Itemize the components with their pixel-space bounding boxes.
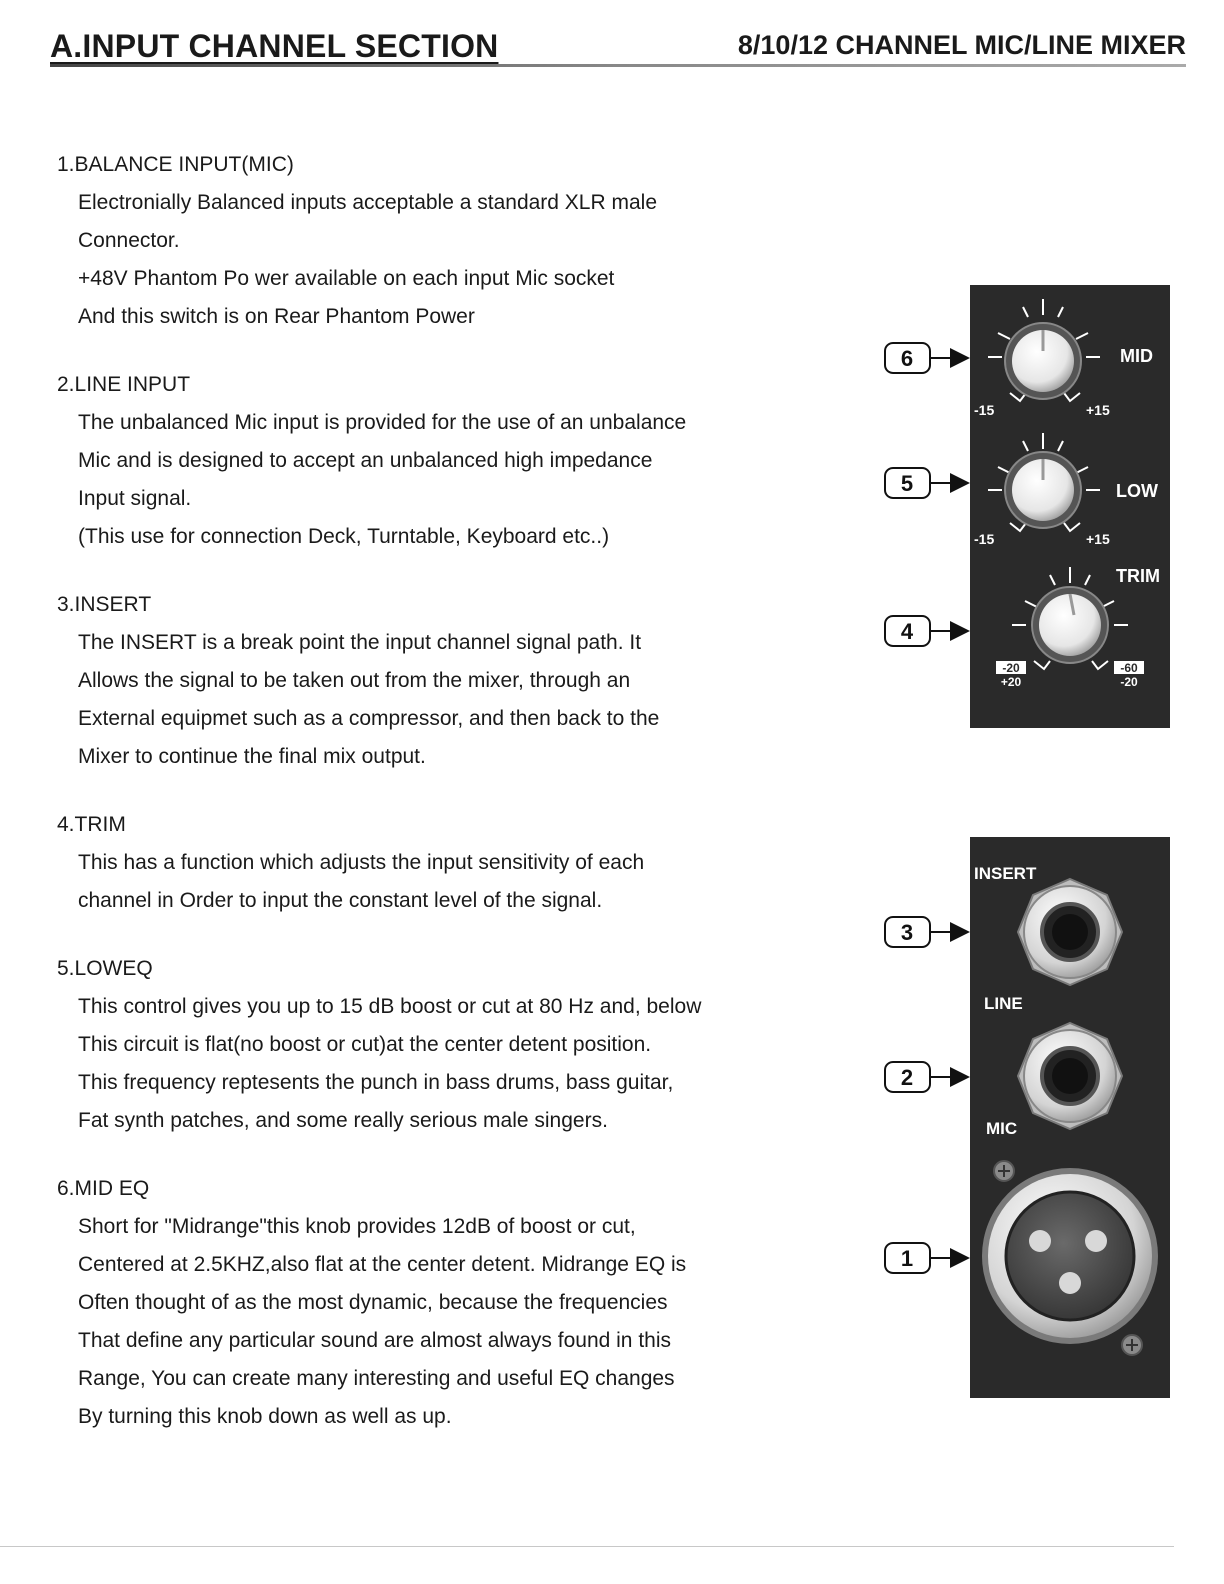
trim-left-top-label: -20 bbox=[1002, 661, 1020, 675]
section-line: By turning this knob down as well as up. bbox=[78, 1405, 452, 1428]
section-line: This has a function which adjusts the input sensitivity of each bbox=[78, 851, 645, 874]
callout-number: 6 bbox=[900, 346, 914, 371]
section-title: 1.BALANCE INPUT(MIC) bbox=[57, 153, 294, 176]
section-line: Short for "Midrange"this knob provides 12dB of boost or cut, bbox=[78, 1215, 636, 1238]
callout-number: 5 bbox=[900, 471, 914, 496]
section-line: Fat synth patches, and some really serious male singers. bbox=[78, 1109, 608, 1132]
trim-right-top-label: -60 bbox=[1120, 661, 1138, 675]
line-label: LINE bbox=[984, 994, 1023, 1013]
callout-1 bbox=[885, 1243, 966, 1273]
trim-knob[interactable] bbox=[1012, 567, 1128, 669]
low-min-label: -15 bbox=[974, 531, 995, 547]
footer-rule bbox=[0, 1546, 1174, 1547]
section-title: 5.LOWEQ bbox=[57, 957, 153, 980]
insert-label: INSERT bbox=[974, 864, 1037, 883]
section-line: And this switch is on Rear Phantom Power bbox=[78, 305, 475, 328]
trim-left-bottom-label: +20 bbox=[1000, 675, 1022, 689]
io-connector-panel bbox=[970, 837, 1170, 1398]
line-jack[interactable] bbox=[1018, 1023, 1122, 1129]
callout-4 bbox=[885, 616, 966, 646]
mic-xlr-socket[interactable] bbox=[982, 1161, 1158, 1355]
section-line: Mixer to continue the final mix output. bbox=[78, 745, 426, 768]
section-line: Connector. bbox=[78, 229, 180, 252]
callout-number: 1 bbox=[900, 1246, 914, 1271]
mid-max-label: +15 bbox=[1086, 402, 1110, 418]
io-connector-graphic bbox=[970, 837, 1170, 1398]
section-line: (This use for connection Deck, Turntable, Keyboard etc..) bbox=[78, 525, 610, 548]
section-line: channel in Order to input the constant level of the signal. bbox=[78, 889, 603, 912]
insert-jack[interactable] bbox=[1018, 879, 1122, 985]
section-line: This control gives you up to 15 dB boost or cut at 80 Hz and, below bbox=[78, 995, 702, 1018]
section-line: The unbalanced Mic input is provided for the use of an unbalance bbox=[78, 411, 687, 434]
callout-number: 2 bbox=[900, 1065, 914, 1090]
trim-right-bottom-label: -20 bbox=[1120, 675, 1138, 689]
callout-3 bbox=[885, 917, 966, 947]
section-line: External equipmet such as a compressor, and then back to the bbox=[78, 707, 660, 730]
mid-min-label: -15 bbox=[974, 402, 995, 418]
section-line: Electronially Balanced inputs acceptable a standard XLR male bbox=[78, 191, 658, 214]
callout-2 bbox=[885, 1062, 966, 1092]
mid-knob[interactable] bbox=[988, 299, 1100, 401]
section-line: Mic and is designed to accept an unbalanced high impedance bbox=[78, 449, 653, 472]
callout-number: 3 bbox=[900, 920, 914, 945]
section-line: The INSERT is a break point the input channel signal path. It bbox=[78, 631, 642, 654]
page-title: A.INPUT CHANNEL SECTION bbox=[50, 28, 499, 64]
section-line: Input signal. bbox=[78, 487, 192, 510]
section-line: Allows the signal to be taken out from the mixer, through an bbox=[78, 669, 631, 692]
section-title: 2.LINE INPUT bbox=[57, 373, 191, 396]
mic-label: MIC bbox=[986, 1119, 1018, 1138]
section-line: That define any particular sound are almost always found in this bbox=[78, 1329, 671, 1352]
section-line: This circuit is flat(no boost or cut)at the center detent position. bbox=[78, 1033, 652, 1056]
eq-knob-panel bbox=[970, 285, 1170, 728]
callout-5 bbox=[885, 468, 966, 498]
low-label: LOW bbox=[1116, 481, 1158, 501]
mid-label: MID bbox=[1120, 346, 1153, 366]
section-line: Range, You can create many interesting and useful EQ changes bbox=[78, 1367, 675, 1390]
section-line: +48V Phantom Po wer available on each input Mic socket bbox=[78, 267, 615, 290]
section-title: 4.TRIM bbox=[57, 813, 126, 836]
low-max-label: +15 bbox=[1086, 531, 1110, 547]
section-line: Often thought of as the most dynamic, because the frequencies bbox=[78, 1291, 668, 1314]
callout-number: 4 bbox=[900, 619, 914, 644]
trim-label: TRIM bbox=[1116, 566, 1160, 586]
page-subtitle: 8/10/12 CHANNEL MIC/LINE MIXER bbox=[737, 30, 1186, 60]
section-line: This frequency reptesents the punch in bass drums, bass guitar, bbox=[78, 1071, 674, 1094]
section-line: Centered at 2.5KHZ,also flat at the center detent. Midrange EQ is bbox=[78, 1253, 687, 1276]
eq-knob-graphic bbox=[970, 285, 1170, 728]
callout-6 bbox=[885, 343, 966, 373]
section-title: 3.INSERT bbox=[57, 593, 152, 616]
section-title: 6.MID EQ bbox=[57, 1177, 150, 1200]
low-knob[interactable] bbox=[988, 433, 1100, 531]
